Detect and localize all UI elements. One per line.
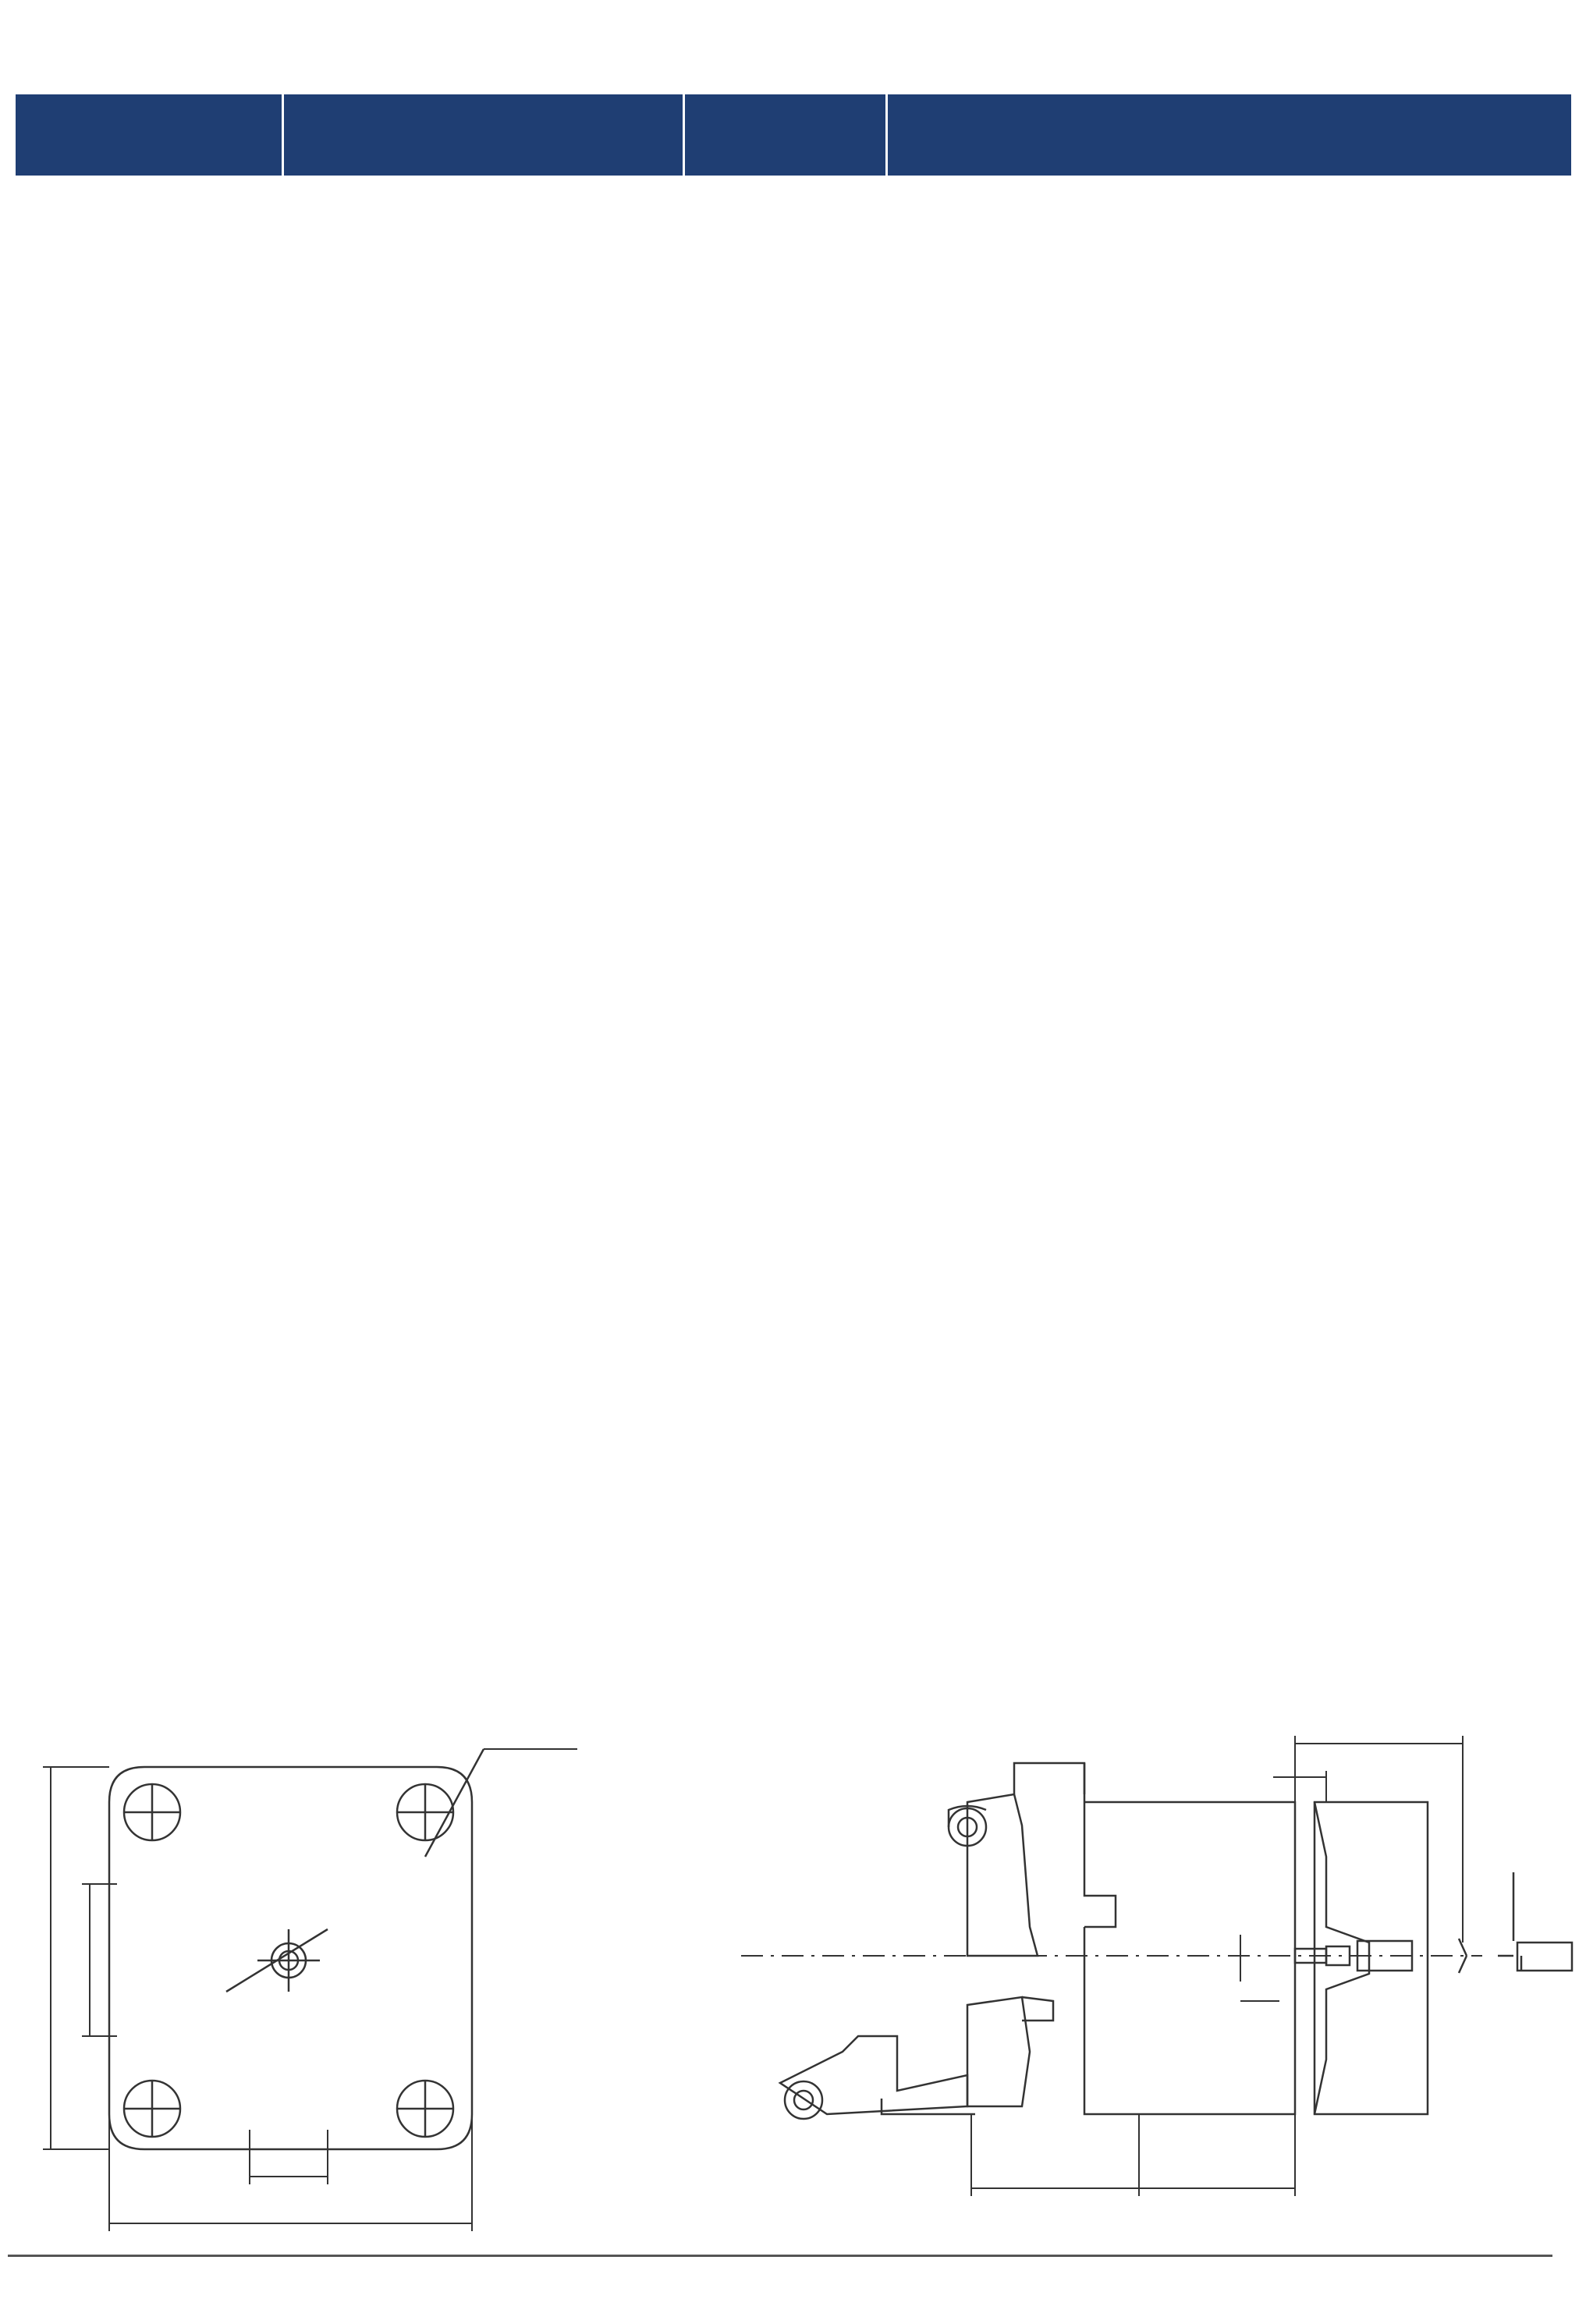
footer-divider bbox=[8, 2255, 1552, 2257]
bottom-dimensions bbox=[109, 2114, 472, 2231]
col-cn bbox=[16, 94, 282, 176]
table-header bbox=[16, 94, 1572, 176]
left-dimensions bbox=[43, 1767, 117, 2149]
col-unit bbox=[683, 94, 886, 176]
page-title bbox=[17, 6, 41, 84]
platen-front-view bbox=[43, 1749, 577, 2231]
col-en bbox=[282, 94, 683, 176]
spec-table bbox=[16, 94, 1574, 176]
moving-platen bbox=[1315, 1802, 1428, 2114]
template-drawing bbox=[0, 1568, 1586, 2247]
clamp-side-view bbox=[741, 1736, 1572, 2196]
platen-outline bbox=[109, 1767, 472, 2149]
col-model bbox=[886, 94, 1572, 176]
thread-leader bbox=[425, 1749, 484, 1857]
center-locating-ring bbox=[226, 1929, 328, 1992]
